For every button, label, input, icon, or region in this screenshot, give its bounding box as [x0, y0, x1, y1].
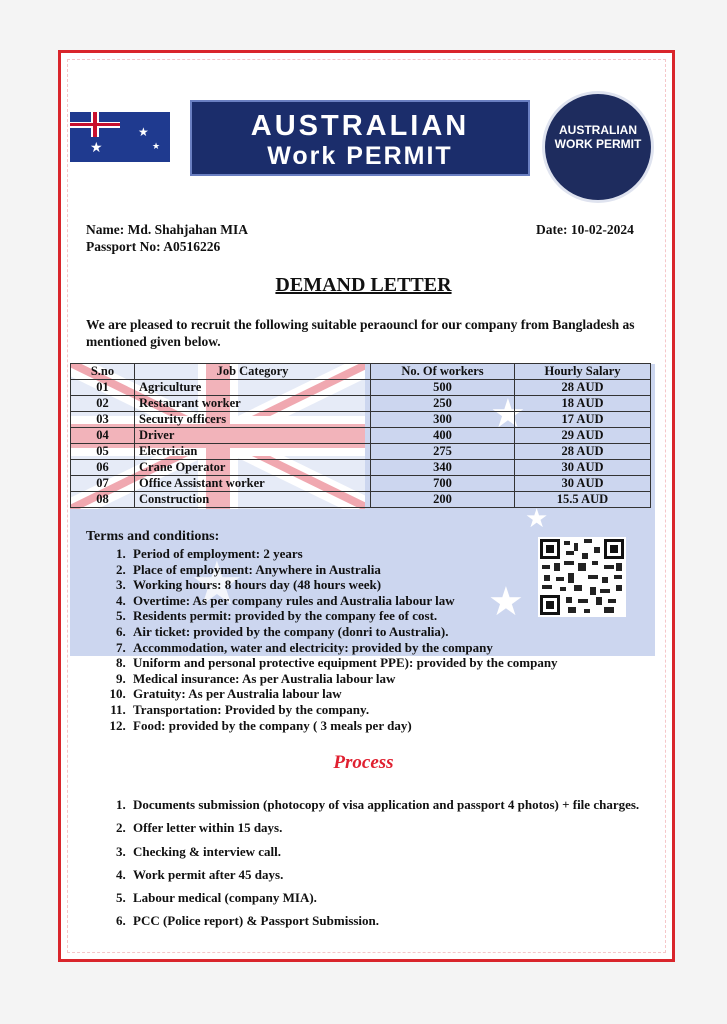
cell-sno: 05	[71, 444, 135, 460]
process-heading: Process	[333, 752, 394, 773]
cell-salary: 30 AUD	[515, 476, 651, 492]
cell-sno: 03	[71, 412, 135, 428]
table-row	[71, 412, 651, 428]
cell-workers: 300	[371, 412, 515, 428]
cell-job-category: Agriculture	[135, 380, 371, 396]
australia-flag-icon: ★ ★ ★	[70, 112, 170, 162]
list-item: 2. Offer letter within 15 days.	[129, 820, 689, 843]
qr-code	[538, 537, 626, 617]
cell-sno: 06	[71, 460, 135, 476]
cell-job-category: Crane Operator	[135, 460, 371, 476]
terms-heading: Terms and conditions:	[86, 529, 220, 544]
list-item: 3. Working hours: 8 hours day (48 hours week)	[129, 577, 649, 593]
list-item: 1. Period of employment: 2 years	[129, 546, 649, 562]
cell-salary: 30 AUD	[515, 460, 651, 476]
cell-sno: 07	[71, 476, 135, 492]
table-header-row	[71, 364, 651, 380]
list-item: 3. Checking & interview call.	[129, 844, 689, 867]
table-row	[71, 396, 651, 412]
table-row	[71, 476, 651, 492]
cell-salary: 29 AUD	[515, 428, 651, 444]
cell-sno: 04	[71, 428, 135, 444]
cell-sno: 02	[71, 396, 135, 412]
cell-job-category: Office Assistant worker	[135, 476, 371, 492]
intro-paragraph: We are pleased to recruit the following suitable peraouncl for our company from Bangladesh as mentioned given below.	[86, 317, 635, 349]
cell-workers: 340	[371, 460, 515, 476]
list-item: 6. PCC (Police report) & Passport Submission.	[129, 913, 689, 936]
cell-salary: 28 AUD	[515, 444, 651, 460]
cell-workers: 200	[371, 492, 515, 508]
table-row	[71, 460, 651, 476]
cell-salary: 17 AUD	[515, 412, 651, 428]
table-row	[71, 444, 651, 460]
page-title: DEMAND LETTER	[275, 274, 452, 296]
table-row	[71, 380, 651, 396]
header-workers: No. Of workers	[371, 364, 515, 380]
cell-job-category: Restaurant worker	[135, 396, 371, 412]
passport-number: Passport No: A0516226	[86, 239, 221, 254]
cell-job-category: Electrician	[135, 444, 371, 460]
jobs-table	[70, 363, 651, 508]
cell-workers: 250	[371, 396, 515, 412]
list-item: 2. Place of employment: Anywhere in Australia	[129, 562, 649, 578]
cell-sno: 01	[71, 380, 135, 396]
cell-job-category: Driver	[135, 428, 371, 444]
flag-watermark: ★ ★ ★ ★	[70, 364, 655, 656]
cell-salary: 15.5 AUD	[515, 492, 651, 508]
list-item: 4. Work permit after 45 days.	[129, 867, 689, 890]
banner-line2: Work PERMIT	[267, 142, 453, 170]
header-sno: S.no	[71, 364, 135, 380]
list-item: 12. Food: provided by the company ( 3 meals per day)	[129, 718, 649, 734]
letter-date: Date: 10-02-2024	[536, 222, 634, 237]
list-item: 8. Uniform and personal protective equipment PPE): provided by the company	[129, 655, 649, 671]
list-item: 5. Residents permit: provided by the company fee of cost.	[129, 608, 649, 624]
list-item: 6. Air ticket: provided by the company (donri to Australia).	[129, 624, 649, 640]
banner-line1: AUSTRALIAN	[250, 110, 470, 142]
list-item: 11. Transportation: Provided by the company.	[129, 702, 649, 718]
list-item: 10. Gratuity: As per Australia labour law	[129, 686, 649, 702]
badge-line2: WORK PERMIT	[554, 137, 642, 151]
cell-job-category: Construction	[135, 492, 371, 508]
badge-line1: AUSTRALIAN	[559, 123, 637, 137]
applicant-name: Name: Md. Shahjahan MIA	[86, 222, 249, 237]
list-item: 5. Labour medical (company MIA).	[129, 890, 689, 913]
list-item: 1. Documents submission (photocopy of visa application and passport 4 photos) + file charges.	[129, 797, 689, 820]
cell-workers: 700	[371, 476, 515, 492]
list-item: 7. Accommodation, water and electricity: provided by the company	[129, 640, 649, 656]
list-item: 9. Medical insurance: As per Australia labour law	[129, 671, 649, 687]
header-salary: Hourly Salary	[515, 364, 651, 380]
process-list	[86, 797, 689, 937]
work-permit-banner	[190, 100, 530, 176]
list-item: 4. Overtime: As per company rules and Australia labour law	[129, 593, 649, 609]
table-row	[71, 492, 651, 508]
cell-job-category: Security officers	[135, 412, 371, 428]
table-row	[71, 428, 651, 444]
header-job-category: Job Category	[135, 364, 371, 380]
cell-workers: 275	[371, 444, 515, 460]
cell-sno: 08	[71, 492, 135, 508]
cell-workers: 500	[371, 380, 515, 396]
cell-workers: 400	[371, 428, 515, 444]
cell-salary: 28 AUD	[515, 380, 651, 396]
work-permit-badge	[545, 94, 651, 200]
cell-salary: 18 AUD	[515, 396, 651, 412]
